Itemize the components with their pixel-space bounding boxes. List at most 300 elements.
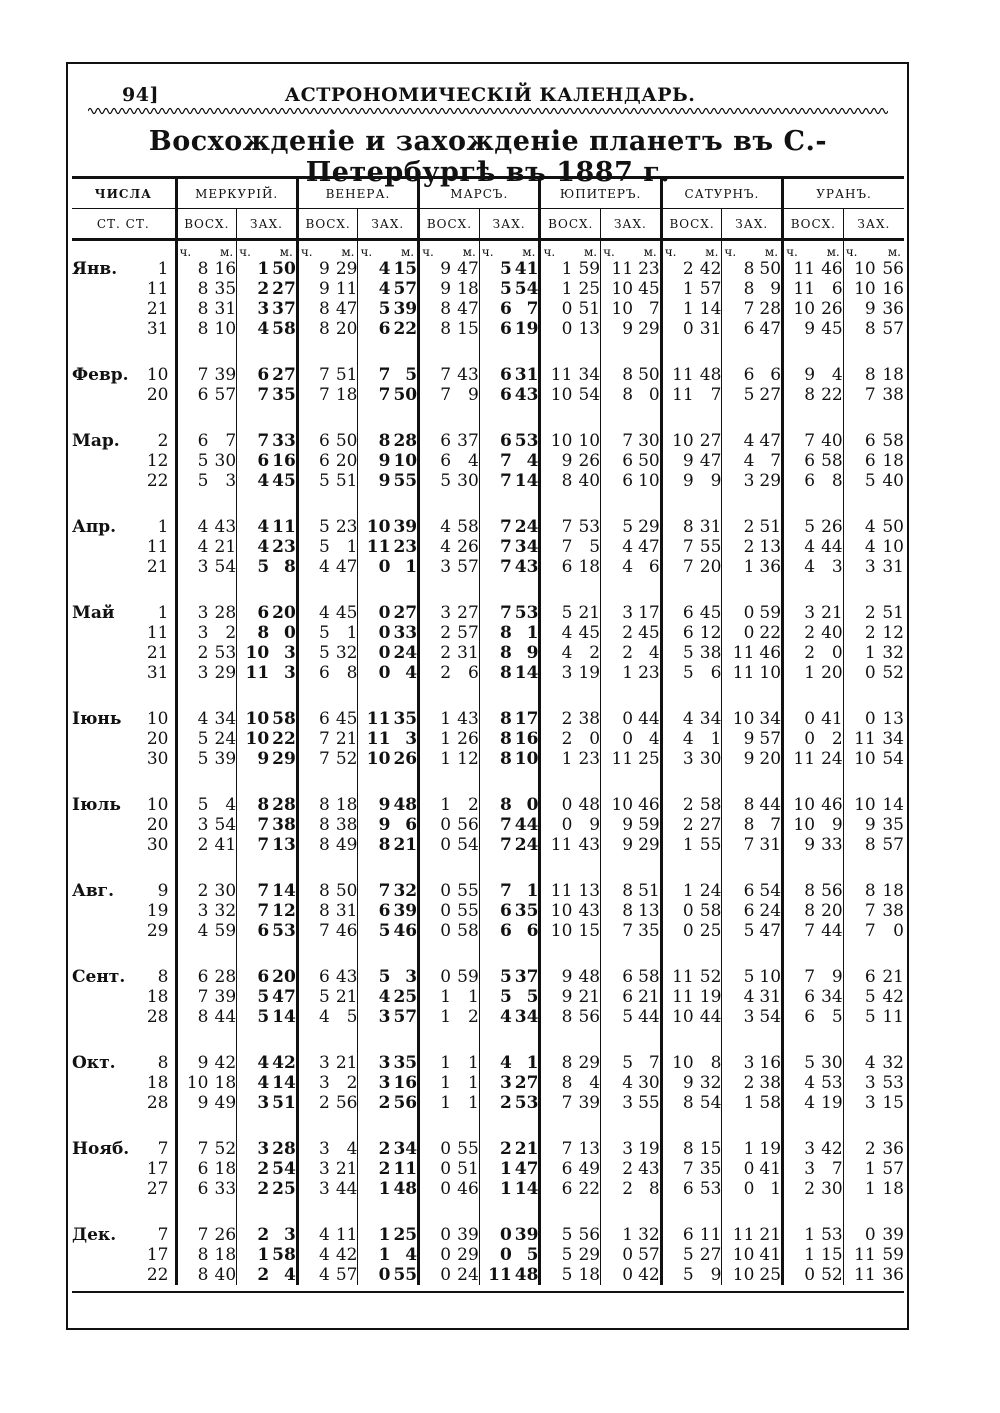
wavy-rule [88, 104, 888, 118]
rise-hours: 8 [783, 881, 816, 901]
set-hours: 9 [843, 815, 876, 835]
rise-minutes: 58 [457, 921, 479, 941]
table-row [72, 1007, 904, 1027]
rise-hours: 9 [783, 835, 816, 855]
rise-minutes: 58 [699, 795, 722, 815]
set-minutes: 16 [272, 451, 296, 471]
rise-minutes: 57 [457, 557, 479, 577]
table-row [72, 709, 904, 729]
set-minutes: 23 [272, 537, 296, 557]
rise-hours: 1 [419, 749, 452, 769]
set-minutes: 50 [882, 517, 904, 537]
rise-minutes: 45 [335, 709, 358, 729]
set-minutes: 7 [770, 815, 782, 835]
rise-hours: 8 [176, 1245, 209, 1265]
rise-hours: 8 [176, 1007, 209, 1027]
planet-header: ВЕНЕРА. [297, 179, 418, 209]
rise-minutes: 4 [589, 1073, 601, 1093]
set-hours: 0 [358, 623, 391, 643]
rise-hours: 1 [540, 749, 573, 769]
rise-minutes: 9 [589, 815, 601, 835]
rise-hours: 6 [176, 1179, 209, 1199]
set-hours: 7 [479, 471, 512, 491]
rise-hours: 6 [297, 709, 330, 729]
rise-hours: 3 [297, 1073, 330, 1093]
set-hours: 4 [479, 1053, 512, 1073]
rise-minutes: 22 [821, 385, 843, 405]
rise-minutes: 21 [578, 603, 601, 623]
rise-minutes: 9 [710, 1265, 722, 1285]
rise-minutes: 45 [821, 319, 843, 339]
set-minutes: 3 [283, 643, 296, 663]
set-minutes: 59 [759, 603, 782, 623]
set-minutes: 7 [770, 451, 782, 471]
set-hours: 8 [237, 795, 270, 815]
rise-minutes: 30 [821, 1053, 843, 1073]
month-label: Февр. [72, 365, 129, 385]
rise-minutes: 9 [710, 471, 722, 491]
set-hours: 5 [843, 471, 876, 491]
rise-hours: 9 [661, 1073, 694, 1093]
set-minutes: 1 [526, 623, 539, 643]
table-row [72, 1139, 904, 1159]
set-minutes: 43 [514, 557, 539, 577]
set-hours: 2 [843, 623, 876, 643]
rise-minutes: 21 [214, 537, 237, 557]
rise-minutes: 58 [457, 517, 479, 537]
rise-minutes: 51 [335, 471, 358, 491]
set-minutes: 17 [514, 709, 539, 729]
set-minutes: 16 [514, 729, 539, 749]
rise-hours: 8 [297, 319, 330, 339]
day-label: 7 [157, 1139, 169, 1159]
set-hours: 2 [237, 279, 270, 299]
set-minutes: 11 [393, 1159, 418, 1179]
rise-hours: 9 [419, 259, 452, 279]
rise-minutes: 54 [214, 557, 237, 577]
rise-hours: 6 [297, 967, 330, 987]
rise-hours: 0 [419, 1245, 452, 1265]
set-minutes: 25 [272, 1179, 296, 1199]
set-minutes: 9 [526, 643, 539, 663]
rise-minutes: 57 [457, 623, 479, 643]
rise-minutes: 3 [831, 557, 843, 577]
set-hours: 1 [843, 643, 876, 663]
rise-minutes: 24 [821, 749, 843, 769]
table-row [72, 1053, 904, 1073]
set-minutes: 10 [759, 663, 782, 683]
day-label: 22 [146, 1265, 169, 1285]
rise-hours: 4 [297, 1245, 330, 1265]
set-minutes: 44 [638, 1007, 660, 1027]
rise-hours: 7 [297, 385, 330, 405]
set-minutes: 13 [759, 537, 782, 557]
rise-hours: 6 [297, 451, 330, 471]
set-hours: 8 [479, 623, 512, 643]
set-hours: 10 [722, 1265, 755, 1285]
set-hours: 0 [358, 663, 391, 683]
rise-hours: 1 [661, 881, 694, 901]
month-label: Дек. [72, 1225, 117, 1245]
rise-hours: 3 [540, 663, 573, 683]
rise-hours: 2 [540, 709, 573, 729]
set-minutes: 12 [272, 901, 296, 921]
set-minutes: 55 [638, 1093, 660, 1113]
hours-unit-label: ч. [845, 245, 858, 259]
set-hours: 8 [722, 795, 755, 815]
set-minutes: 28 [759, 299, 782, 319]
rise-hours: 5 [176, 749, 209, 769]
rise-hours: 5 [661, 1265, 694, 1285]
set-minutes: 34 [882, 729, 904, 749]
set-hours: 1 [601, 1225, 634, 1245]
set-minutes: 55 [393, 471, 418, 491]
rise-minutes: 39 [214, 749, 237, 769]
rise-minutes: 40 [821, 431, 843, 451]
set-hours: 8 [479, 749, 512, 769]
set-hours: 5 [601, 1007, 634, 1027]
rise-hours: 5 [297, 471, 330, 491]
set-minutes: 58 [272, 1245, 296, 1265]
hours-unit-label: ч. [603, 245, 615, 259]
month-label: Іюль [72, 795, 121, 815]
rise-hours: 5 [661, 643, 694, 663]
set-minutes: 54 [759, 881, 782, 901]
rise-hours: 7 [419, 385, 452, 405]
set-minutes: 4 [526, 451, 539, 471]
rise-hours: 10 [661, 431, 694, 451]
set-minutes: 38 [882, 385, 904, 405]
set-minutes: 28 [272, 1139, 296, 1159]
rise-minutes: 49 [578, 1159, 601, 1179]
set-hours: 0 [722, 1159, 755, 1179]
set-hours: 8 [358, 835, 391, 855]
set-minutes: 14 [514, 1179, 539, 1199]
rise-hours: 1 [419, 729, 452, 749]
set-hours: 2 [237, 1179, 270, 1199]
rise-hours: 10 [661, 1007, 694, 1027]
set-minutes: 32 [393, 881, 418, 901]
rise-minutes: 2 [467, 795, 479, 815]
set-minutes: 25 [638, 749, 660, 769]
set-minutes: 1 [405, 557, 418, 577]
rise-minutes: 27 [457, 603, 479, 623]
set-minutes: 5 [526, 987, 539, 1007]
set-hours: 1 [479, 1179, 512, 1199]
rise-hours: 0 [540, 795, 573, 815]
rise-hours: 5 [176, 471, 209, 491]
set-hours: 7 [237, 431, 270, 451]
rise-minutes: 54 [457, 835, 479, 855]
rise-hours: 4 [783, 537, 816, 557]
set-hours: 7 [479, 451, 512, 471]
rise-minutes: 54 [699, 1093, 722, 1113]
set-minutes: 17 [638, 603, 660, 623]
set-hours: 8 [479, 709, 512, 729]
hours-unit-label: ч. [179, 245, 192, 259]
set-hours: 3 [601, 1139, 634, 1159]
set-hours: 7 [237, 901, 270, 921]
set-hours: 5 [601, 517, 634, 537]
set-hours: 4 [843, 517, 876, 537]
rise-hours: 0 [419, 815, 452, 835]
rise-hours: 0 [419, 881, 452, 901]
hours-unit-label: ч. [360, 245, 373, 259]
rise-minutes: 52 [335, 749, 358, 769]
day-label: 11 [146, 537, 169, 557]
set-minutes: 10 [882, 537, 904, 557]
rise-minutes: 43 [578, 835, 601, 855]
rise-minutes: 31 [699, 517, 722, 537]
rise-hours: 1 [419, 987, 452, 1007]
set-hours: 4 [237, 1053, 270, 1073]
rise-minutes: 1 [346, 623, 358, 643]
set-minutes: 29 [638, 835, 660, 855]
rise-minutes: 22 [578, 1179, 601, 1199]
set-minutes: 30 [638, 1073, 660, 1093]
day-label: 31 [146, 319, 169, 339]
set-minutes: 1 [526, 1053, 539, 1073]
rise-hours: 6 [783, 987, 816, 1007]
set-minutes: 23 [393, 537, 418, 557]
set-minutes: 54 [272, 1159, 296, 1179]
set-minutes: 22 [759, 623, 782, 643]
set-hours: 9 [722, 749, 755, 769]
set-hours: 3 [358, 1073, 391, 1093]
set-hours: 7 [722, 299, 755, 319]
rise-minutes: 53 [578, 517, 601, 537]
day-label: 8 [157, 967, 169, 987]
set-minutes: 31 [759, 835, 782, 855]
rise-minutes: 53 [214, 643, 237, 663]
minutes-unit-label: м. [643, 245, 657, 259]
rise-hours: 6 [176, 385, 209, 405]
rise-hours: 0 [661, 319, 694, 339]
set-hours: 8 [479, 729, 512, 749]
rise-minutes: 29 [214, 663, 237, 683]
rise-minutes: 39 [214, 365, 237, 385]
rise-minutes: 18 [214, 1159, 237, 1179]
rise-hours: 0 [419, 1179, 452, 1199]
rise-minutes: 48 [578, 795, 601, 815]
rise-hours: 7 [783, 967, 816, 987]
rise-minutes: 52 [699, 967, 722, 987]
set-hours: 9 [601, 319, 634, 339]
rise-minutes: 48 [699, 365, 722, 385]
rise-hours: 10 [540, 431, 573, 451]
table-row [72, 299, 904, 319]
set-minutes: 44 [638, 709, 660, 729]
rise-minutes: 57 [214, 385, 237, 405]
set-minutes: 18 [882, 451, 904, 471]
minutes-unit-label: м. [462, 245, 476, 259]
rise-minutes: 20 [821, 663, 843, 683]
set-minutes: 15 [882, 1093, 904, 1113]
set-minutes: 50 [638, 451, 660, 471]
set-hours: 5 [237, 987, 270, 1007]
month-label: Мар. [72, 431, 120, 451]
set-minutes: 12 [882, 623, 904, 643]
set-hours: 11 [358, 729, 391, 749]
set-hours: 2 [601, 1179, 634, 1199]
day-label: 1 [157, 517, 169, 537]
set-hours: 6 [479, 901, 512, 921]
rise-hours: 0 [783, 1265, 816, 1285]
rise-hours: 3 [176, 815, 209, 835]
set-minutes: 59 [882, 1245, 904, 1265]
set-hours: 8 [601, 881, 634, 901]
set-hours: 5 [358, 921, 391, 941]
rise-minutes: 38 [335, 815, 358, 835]
set-minutes: 38 [882, 901, 904, 921]
table-row [72, 365, 904, 385]
set-minutes: 35 [882, 815, 904, 835]
set-minutes: 46 [759, 643, 782, 663]
rise-minutes: 23 [578, 749, 601, 769]
rise-minutes: 19 [578, 663, 601, 683]
set-hours: 6 [358, 319, 391, 339]
set-hours: 11 [722, 643, 755, 663]
set-hours: 4 [843, 537, 876, 557]
set-minutes: 36 [759, 557, 782, 577]
set-hours: 5 [479, 259, 512, 279]
set-minutes: 22 [393, 319, 418, 339]
rise-minutes: 18 [457, 279, 479, 299]
rise-minutes: 46 [821, 795, 843, 815]
set-hours: 5 [479, 967, 512, 987]
day-label: 20 [146, 815, 169, 835]
day-label: 11 [146, 623, 169, 643]
set-minutes: 58 [759, 1093, 782, 1113]
set-hours: 7 [601, 921, 634, 941]
rise-hours: 7 [661, 1159, 694, 1179]
set-minutes: 24 [514, 517, 539, 537]
rise-hours: 10 [783, 815, 816, 835]
rise-minutes: 18 [335, 795, 358, 815]
set-hours: 7 [237, 881, 270, 901]
rise-hours: 6 [297, 663, 330, 683]
set-minutes: 34 [514, 1007, 539, 1027]
set-minutes: 58 [272, 319, 296, 339]
set-hours: 6 [843, 451, 876, 471]
set-minutes: 53 [514, 603, 539, 623]
set-hours: 8 [601, 365, 634, 385]
page-number: 94] [122, 84, 159, 106]
day-label: 7 [157, 1225, 169, 1245]
set-minutes: 45 [638, 279, 660, 299]
set-minutes: 14 [514, 471, 539, 491]
set-hours: 5 [843, 1007, 876, 1027]
rise-minutes: 21 [335, 729, 358, 749]
hours-unit-label: ч. [724, 245, 737, 259]
table-title: Восхожденіе и захожденіе планетъ въ С.-Петербургѣ въ 1887 г. [148, 126, 828, 188]
rise-hours: 9 [540, 987, 573, 1007]
set-minutes: 3 [405, 729, 418, 749]
set-minutes: 35 [272, 385, 296, 405]
set-minutes: 31 [514, 365, 539, 385]
set-minutes: 38 [759, 1073, 782, 1093]
set-minutes: 43 [514, 385, 539, 405]
set-hours: 4 [601, 537, 634, 557]
rise-hours: 7 [297, 365, 330, 385]
set-hours: 6 [479, 299, 512, 319]
set-hours: 4 [722, 431, 755, 451]
rise-minutes: 8 [346, 663, 358, 683]
rise-hours: 3 [176, 557, 209, 577]
set-hours: 6 [479, 431, 512, 451]
minutes-unit-label: м. [764, 245, 779, 259]
set-hours: 6 [843, 431, 876, 451]
rise-hours: 4 [419, 537, 452, 557]
rise-minutes: 33 [214, 1179, 237, 1199]
rise-hours: 6 [540, 1159, 573, 1179]
rise-minutes: 6 [710, 663, 722, 683]
set-hours: 7 [601, 431, 634, 451]
set-hours: 6 [601, 967, 634, 987]
rise-hours: 10 [176, 1073, 209, 1093]
rise-minutes: 23 [335, 517, 358, 537]
rise-hours: 6 [661, 1179, 694, 1199]
set-hours: 10 [237, 729, 270, 749]
set-hours: 5 [722, 385, 755, 405]
rise-hours: 6 [661, 623, 694, 643]
set-minutes: 57 [638, 1245, 660, 1265]
set-minutes: 27 [393, 603, 418, 623]
table-row [72, 1265, 904, 1285]
set-hours: 3 [722, 471, 755, 491]
rise-minutes: 51 [578, 299, 601, 319]
rise-minutes: 4 [225, 795, 237, 815]
set-hours: 11 [237, 663, 270, 683]
set-hours: 3 [358, 1053, 391, 1073]
rise-minutes: 56 [578, 1007, 601, 1027]
set-hours: 1 [479, 1159, 512, 1179]
set-hours: 5 [237, 557, 270, 577]
rise-minutes: 58 [821, 451, 843, 471]
set-hours: 1 [601, 663, 634, 683]
set-minutes: 29 [638, 319, 660, 339]
rise-minutes: 45 [335, 603, 358, 623]
set-minutes: 24 [514, 835, 539, 855]
set-minutes: 3 [283, 663, 296, 683]
set-minutes: 39 [393, 517, 418, 537]
set-minutes: 19 [638, 1139, 660, 1159]
set-minutes: 14 [272, 1073, 296, 1093]
rise-hours: 1 [419, 709, 452, 729]
set-minutes: 33 [272, 431, 296, 451]
set-minutes: 27 [514, 1073, 539, 1093]
rise-hours: 3 [297, 1179, 330, 1199]
month-label: Нояб. [72, 1139, 130, 1159]
rise-hours: 5 [540, 1245, 573, 1265]
rise-minutes: 37 [457, 431, 479, 451]
set-minutes: 24 [759, 901, 782, 921]
set-minutes: 8 [283, 557, 296, 577]
table-row [72, 471, 904, 491]
set-minutes: 7 [648, 1053, 660, 1073]
rise-hours: 0 [419, 967, 452, 987]
rise-minutes: 52 [214, 1139, 237, 1159]
set-minutes: 57 [882, 319, 904, 339]
rise-hours: 2 [176, 835, 209, 855]
set-minutes: 14 [272, 881, 296, 901]
rise-hours: 8 [783, 385, 816, 405]
rise-minutes: 8 [831, 471, 843, 491]
rise-hours: 5 [540, 603, 573, 623]
rise-minutes: 13 [578, 319, 601, 339]
rise-minutes: 42 [699, 259, 722, 279]
set-minutes: 4 [405, 663, 418, 683]
